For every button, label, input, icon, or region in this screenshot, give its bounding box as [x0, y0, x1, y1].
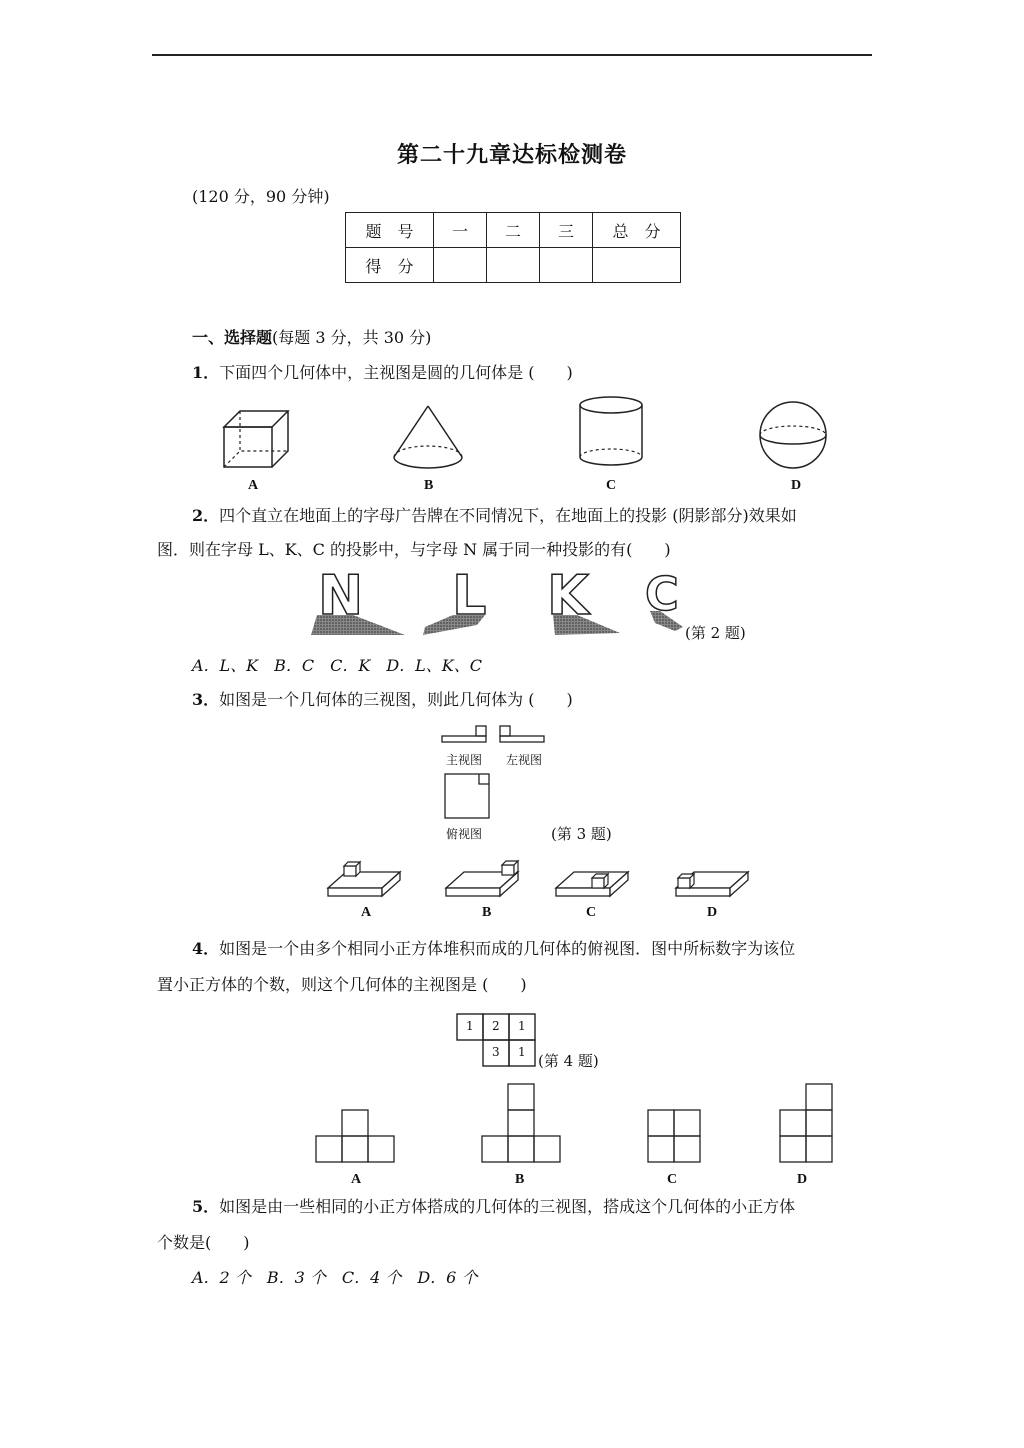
option-c-solid [556, 872, 628, 896]
exam-meta: (120 分，90 分钟) [192, 187, 330, 206]
option-d-front-view [780, 1084, 832, 1162]
front-view-figure [440, 722, 550, 746]
top-rule [152, 54, 872, 56]
question-number: 5． [192, 1197, 220, 1216]
table-row [346, 248, 681, 283]
option-a-solid [328, 862, 400, 896]
table-cell: 总 分 [593, 213, 681, 248]
option-label: C [667, 1172, 678, 1187]
question-1 [192, 363, 573, 383]
option-d-solid [676, 872, 748, 896]
option-label: A [351, 1172, 362, 1187]
question-number: 1． [192, 363, 220, 382]
option-label: B [482, 905, 492, 920]
option-label: A [248, 478, 259, 493]
billboard-letter-l: L [452, 564, 487, 627]
question-text-line1: 如图是一个由多个相同小正方体堆积而成的几何体的俯视图．图中所标数字为该位 [219, 939, 796, 958]
option-label: B [515, 1172, 525, 1187]
table-cell: 得 分 [346, 248, 434, 283]
figure-caption: (第 4 题) [538, 1052, 599, 1070]
option-a-front-view [316, 1110, 394, 1162]
question-4-line2: 置小正方体的个数，则这个几何体的主视图是 ( ) [157, 975, 527, 994]
grid-count: 1 [466, 1019, 474, 1033]
q3-options-figure [326, 855, 756, 903]
cylinder-figure [578, 395, 644, 475]
option-label: B [424, 478, 434, 493]
score-input-cell[interactable] [434, 248, 487, 283]
option-label: A [361, 905, 372, 920]
score-input-cell[interactable] [593, 248, 681, 283]
billboard-letter-n: N [318, 564, 364, 627]
option-b-solid [446, 861, 518, 896]
question-number: 4． [192, 939, 220, 958]
question-text-line1: 四个直立在地面上的字母广告牌在不同情况下，在地面上的投影 (阴影部分)效果如 [219, 506, 797, 525]
view-label-left: 左视图 [506, 753, 543, 767]
top-view-figure [443, 770, 491, 822]
question-2-options: A．L、K B．C C．K D．L、K、C [192, 656, 482, 675]
section-heading [192, 328, 431, 348]
table-cell: 一 [434, 213, 487, 248]
page-title: 第二十九章达标检测卷 [396, 142, 627, 168]
section-heading-note: (每题 3 分，共 30 分) [272, 328, 432, 347]
score-table [345, 212, 681, 283]
question-2 [192, 506, 797, 526]
question-2-line2: 图．则在字母 L、K、C 的投影中，与字母 N 属于同一种投影的有( ) [157, 540, 671, 559]
question-5-options: A．2 个 B．3 个 C．4 个 D．6 个 [192, 1268, 478, 1287]
grid-count: 1 [518, 1045, 526, 1059]
figure-caption: (第 2 题) [685, 624, 746, 642]
score-input-cell[interactable] [487, 248, 540, 283]
question-text-line1: 如图是由一些相同的小正方体搭成的几何体的三视图，搭成这个几何体的小正方体 [219, 1197, 796, 1216]
table-row [346, 213, 681, 248]
score-input-cell[interactable] [540, 248, 593, 283]
question-4 [192, 939, 795, 959]
question-text: 下面四个几何体中，主视图是圆的几何体是 ( ) [219, 363, 573, 382]
grid-count: 3 [492, 1045, 500, 1059]
question-5-line2: 个数是( ) [157, 1233, 250, 1252]
billboard-letter-k: K [547, 564, 589, 627]
option-b-front-view [482, 1084, 560, 1162]
question-text: 如图是一个几何体的三视图，则此几何体为 ( ) [219, 690, 573, 709]
cube-figure [218, 405, 293, 471]
table-cell: 三 [540, 213, 593, 248]
section-heading-label: 一、选择题 [192, 328, 273, 347]
option-label: D [707, 905, 718, 920]
option-c-front-view [648, 1110, 700, 1162]
option-label: D [797, 1172, 808, 1187]
q4-options-figure [314, 1082, 834, 1166]
question-5 [192, 1197, 795, 1217]
question-number: 3． [192, 690, 220, 709]
sphere-figure [758, 400, 828, 472]
grid-count: 1 [518, 1019, 526, 1033]
view-label-top: 俯视图 [446, 827, 483, 841]
option-label: C [586, 905, 597, 920]
option-label: C [606, 478, 617, 493]
table-cell: 二 [487, 213, 540, 248]
question-3 [192, 690, 573, 710]
grid-count: 2 [492, 1019, 500, 1033]
question-number: 2． [192, 506, 220, 525]
cone-figure [388, 403, 468, 473]
table-cell: 题 号 [346, 213, 434, 248]
view-label-front: 主视图 [446, 753, 483, 767]
billboard-letter-c: C [645, 567, 679, 621]
option-label: D [791, 478, 802, 493]
figure-caption: (第 3 题) [551, 825, 612, 843]
